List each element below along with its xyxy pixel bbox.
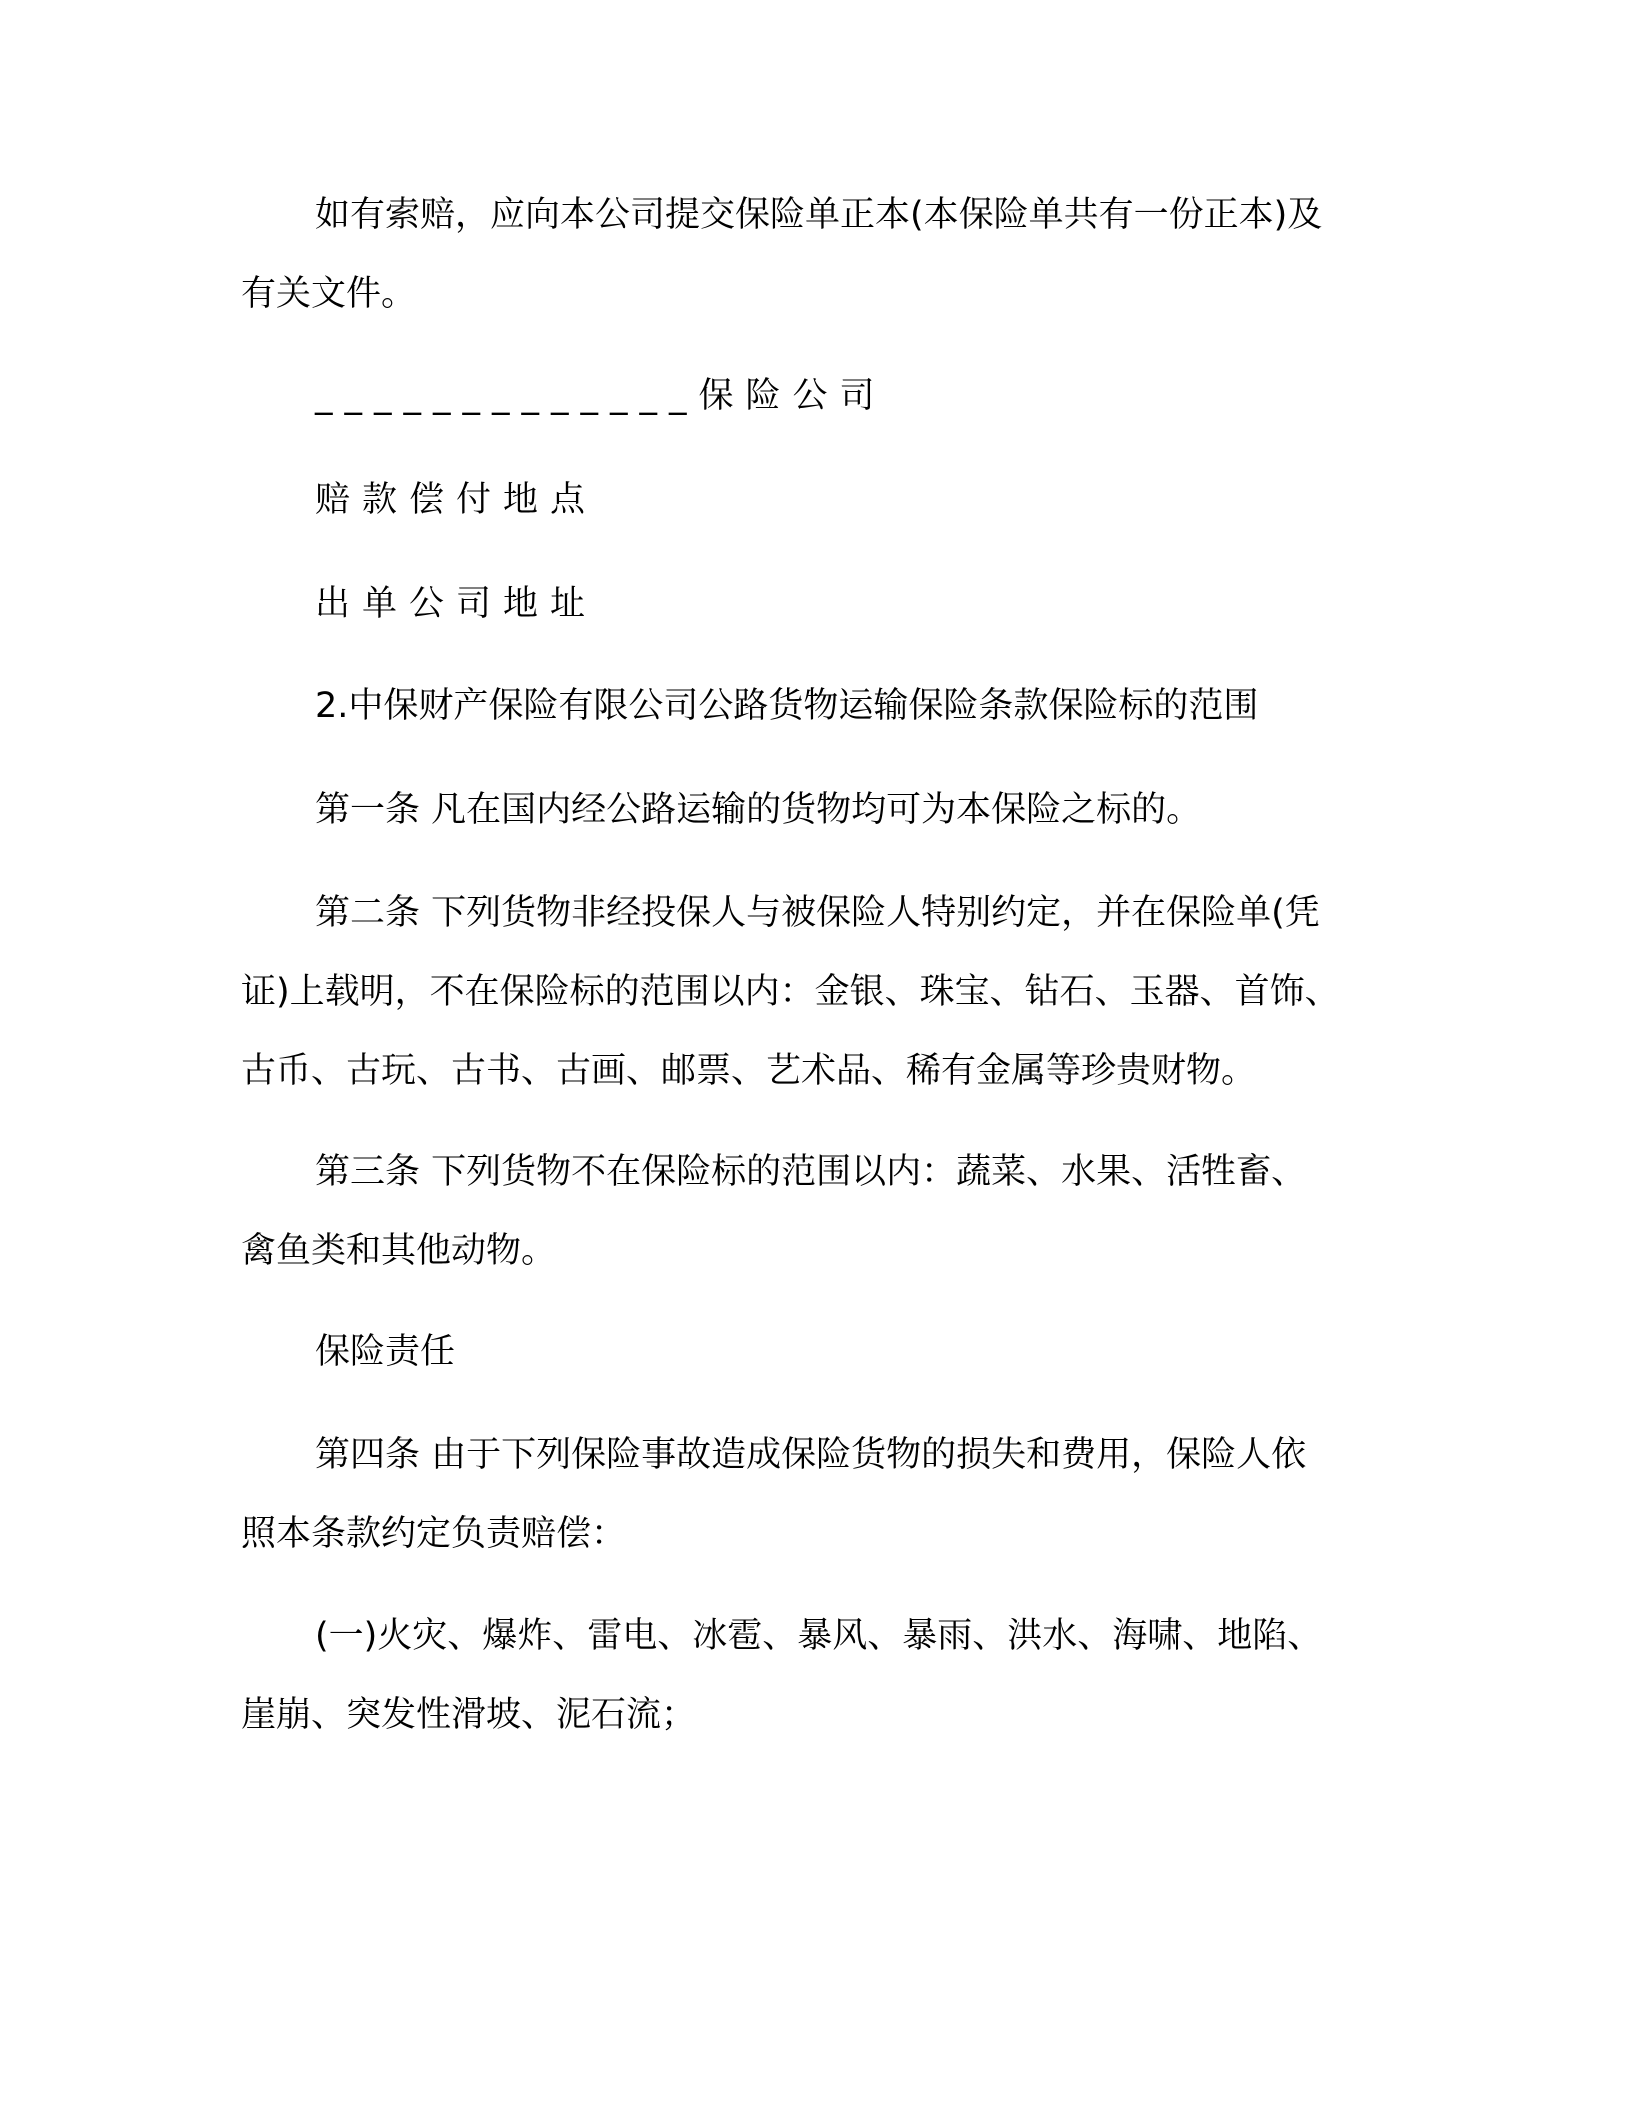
- text-line: 第二条 下列货物非经投保人与被保险人特别约定，并在保险单(凭: [315, 893, 1320, 933]
- paragraph-article-1: [241, 771, 1391, 850]
- text-line: _____________保险公司: [315, 376, 887, 416]
- text-line: 赔款偿付地点: [315, 480, 598, 520]
- text-line: 有关文件。: [241, 274, 417, 314]
- text-line: 保险责任: [315, 1332, 456, 1372]
- paragraph-company: [241, 357, 1391, 436]
- paragraph-claim: [241, 176, 1391, 334]
- text-line: 禽鱼类和其他动物。: [241, 1231, 557, 1271]
- text-line: (一)火灾、爆炸、雷电、冰雹、暴风、暴雨、洪水、海啸、地陷、: [315, 1616, 1323, 1656]
- text-line: 2.中保财产保险有限公司公路货物运输保险条款保险标的范围: [315, 686, 1259, 726]
- text-line: 第三条 下列货物不在保险标的范围以内：蔬菜、水果、活牲畜、: [315, 1152, 1307, 1192]
- paragraph-item-1: [241, 1597, 1391, 1755]
- text-line: 古币、古玩、古书、古画、邮票、艺术品、稀有金属等珍贵财物。: [241, 1051, 1257, 1091]
- text-line: 如有索赔，应向本公司提交保险单正本(本保险单共有一份正本)及: [315, 195, 1323, 235]
- paragraph-issuer-address: [241, 565, 1391, 644]
- paragraph-clause-title: [241, 667, 1391, 746]
- text-line: 照本条款约定负责赔偿：: [241, 1514, 627, 1554]
- paragraph-article-2: [241, 874, 1391, 1111]
- paragraph-article-4: [241, 1416, 1391, 1574]
- text-line: 证)上载明，不在保险标的范围以内：金银、珠宝、钻石、玉器、首饰、: [241, 972, 1340, 1012]
- text-line: 崖崩、突发性滑坡、泥石流；: [241, 1695, 697, 1735]
- text-line: 第一条 凡在国内经公路运输的货物均可为本保险之标的。: [315, 790, 1202, 830]
- text-line: 出单公司地址: [315, 584, 598, 624]
- paragraph-liability-heading: [241, 1313, 1391, 1392]
- paragraph-payment-place: [241, 461, 1391, 540]
- text-line: 第四条 由于下列保险事故造成保险货物的损失和费用，保险人依: [315, 1435, 1307, 1475]
- paragraph-article-3: [241, 1133, 1391, 1291]
